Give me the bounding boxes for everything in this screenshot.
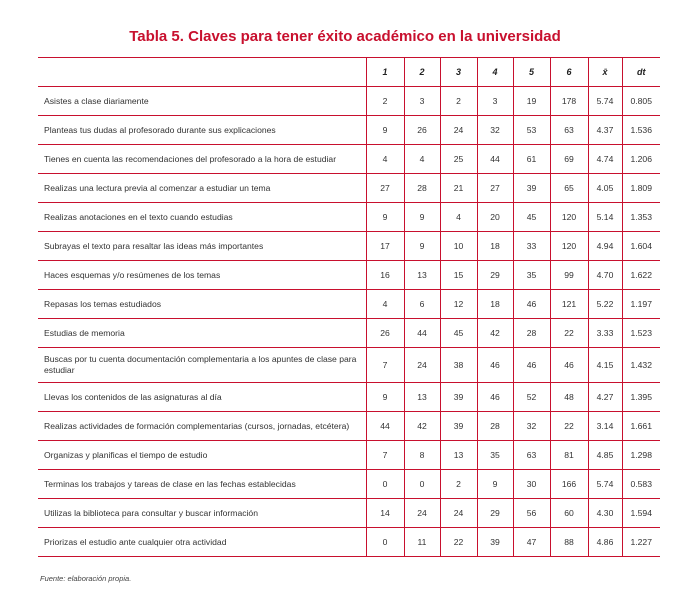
header-empty [38,58,366,87]
footnote: Fuente: elaboración propia. [40,574,132,583]
table-cell: 13 [440,441,477,470]
table-cell: 4.05 [588,174,622,203]
table-cell: 24 [404,348,440,383]
table-cell: 11 [404,528,440,557]
table-cell: 17 [366,232,404,261]
table-cell: 120 [550,203,588,232]
table-row [38,383,660,412]
table-row [38,499,660,528]
row-label: Tienes en cuenta las recomendaciones del profesorado a la hora de estudiar [38,145,366,174]
table-cell: 33 [513,232,550,261]
table-cell: 63 [513,441,550,470]
table-row [38,116,660,145]
table-cell: 20 [477,203,513,232]
header-dt: dt [622,58,660,87]
table-cell: 39 [513,174,550,203]
table-cell: 0.805 [622,87,660,116]
table-cell: 4 [366,145,404,174]
table-row [38,203,660,232]
table-cell: 24 [404,499,440,528]
table-cell: 1.622 [622,261,660,290]
table-cell: 45 [440,319,477,348]
table-cell: 4.86 [588,528,622,557]
table-cell: 1.809 [622,174,660,203]
table-cell: 35 [513,261,550,290]
table-cell: 39 [440,383,477,412]
row-label: Realizas una lectura previa al comenzar a estudiar un tema [38,174,366,203]
row-label: Planteas tus dudas al profesorado durante sus explicaciones [38,116,366,145]
table-cell: 4.15 [588,348,622,383]
table-cell: 27 [477,174,513,203]
table-row [38,87,660,116]
table-cell: 44 [366,412,404,441]
table-cell: 45 [513,203,550,232]
table-cell: 4 [440,203,477,232]
table-cell: 9 [366,116,404,145]
table-cell: 46 [477,383,513,412]
table-cell: 2 [440,470,477,499]
table-cell: 5.74 [588,87,622,116]
table-cell: 1.395 [622,383,660,412]
table-cell: 25 [440,145,477,174]
table-cell: 63 [550,116,588,145]
table-cell: 2 [440,87,477,116]
table-row [38,261,660,290]
table-cell: 4.30 [588,499,622,528]
table-cell: 24 [440,499,477,528]
table-cell: 7 [366,348,404,383]
table-row [38,290,660,319]
table-row [38,412,660,441]
header-1: 1 [366,58,404,87]
row-label: Llevas los contenidos de las asignaturas al día [38,383,366,412]
table-cell: 4.70 [588,261,622,290]
table-cell: 0 [404,470,440,499]
table-cell: 8 [404,441,440,470]
table-cell: 3 [404,87,440,116]
table-cell: 4.27 [588,383,622,412]
table-cell: 6 [404,290,440,319]
table-cell: 1.298 [622,441,660,470]
table-cell: 0.583 [622,470,660,499]
table-row [38,441,660,470]
table-cell: 48 [550,383,588,412]
table-cell: 32 [513,412,550,441]
table-cell: 13 [404,383,440,412]
table-cell: 3.33 [588,319,622,348]
header-row [38,58,660,87]
header-3: 3 [440,58,477,87]
table-cell: 2 [366,87,404,116]
table-cell: 69 [550,145,588,174]
table-cell: 9 [404,232,440,261]
table-cell: 46 [550,348,588,383]
table-cell: 1.353 [622,203,660,232]
table-cell: 46 [477,348,513,383]
table-cell: 39 [440,412,477,441]
row-label: Haces esquemas y/o resúmenes de los temas [38,261,366,290]
table-cell: 5.22 [588,290,622,319]
row-label: Estudias de memoria [38,319,366,348]
table-cell: 3 [477,87,513,116]
table-cell: 18 [477,232,513,261]
table-cell: 29 [477,261,513,290]
table-cell: 18 [477,290,513,319]
table-cell: 4.94 [588,232,622,261]
table-cell: 22 [550,319,588,348]
table-cell: 44 [404,319,440,348]
table-cell: 32 [477,116,513,145]
table-cell: 15 [440,261,477,290]
table-cell: 9 [366,383,404,412]
row-label: Utilizas la biblioteca para consultar y buscar información [38,499,366,528]
table-cell: 65 [550,174,588,203]
header-mean: x̄ [588,58,622,87]
table-cell: 22 [440,528,477,557]
row-label: Asistes a clase diariamente [38,87,366,116]
table-cell: 9 [477,470,513,499]
table-cell: 42 [477,319,513,348]
table-cell: 1.536 [622,116,660,145]
header-6: 6 [550,58,588,87]
row-label: Buscas por tu cuenta documentación complementaria a los apuntes de clase para estudiar [38,348,366,383]
table-cell: 1.227 [622,528,660,557]
row-label: Organizas y planificas el tiempo de estudio [38,441,366,470]
table-cell: 60 [550,499,588,528]
table-cell: 5.14 [588,203,622,232]
table-cell: 46 [513,290,550,319]
table-cell: 9 [404,203,440,232]
table-cell: 1.206 [622,145,660,174]
header-4: 4 [477,58,513,87]
header-2: 2 [404,58,440,87]
table-cell: 19 [513,87,550,116]
table-cell: 178 [550,87,588,116]
table-row [38,348,660,383]
row-label: Repasas los temas estudiados [38,290,366,319]
table-cell: 5.74 [588,470,622,499]
row-label: Terminas los trabajos y tareas de clase en las fechas establecidas [38,470,366,499]
table-cell: 26 [404,116,440,145]
table-cell: 0 [366,528,404,557]
table-cell: 28 [513,319,550,348]
table-cell: 1.661 [622,412,660,441]
table-row [38,528,660,557]
table-row [38,232,660,261]
table-cell: 21 [440,174,477,203]
table-cell: 38 [440,348,477,383]
table-cell: 1.432 [622,348,660,383]
table-cell: 88 [550,528,588,557]
table-cell: 14 [366,499,404,528]
table-cell: 4.37 [588,116,622,145]
table-cell: 3.14 [588,412,622,441]
table-cell: 166 [550,470,588,499]
header-5: 5 [513,58,550,87]
table-cell: 12 [440,290,477,319]
table-cell: 120 [550,232,588,261]
table-cell: 22 [550,412,588,441]
table-cell: 26 [366,319,404,348]
table-cell: 46 [513,348,550,383]
table-cell: 13 [404,261,440,290]
table-cell: 4 [404,145,440,174]
table-cell: 81 [550,441,588,470]
table-cell: 61 [513,145,550,174]
table-cell: 44 [477,145,513,174]
table-cell: 28 [404,174,440,203]
table-cell: 24 [440,116,477,145]
table-cell: 1.594 [622,499,660,528]
row-label: Subrayas el texto para resaltar las ideas más importantes [38,232,366,261]
data-table [38,57,660,557]
table-cell: 56 [513,499,550,528]
table-cell: 121 [550,290,588,319]
table-cell: 47 [513,528,550,557]
table-cell: 0 [366,470,404,499]
row-label: Realizas anotaciones en el texto cuando estudias [38,203,366,232]
table-cell: 7 [366,441,404,470]
table-cell: 16 [366,261,404,290]
table-cell: 35 [477,441,513,470]
table-cell: 1.523 [622,319,660,348]
table-title: Tabla 5. Claves para tener éxito académico en la universidad [129,28,561,45]
table-cell: 29 [477,499,513,528]
table-row [38,145,660,174]
table-cell: 42 [404,412,440,441]
table-cell: 53 [513,116,550,145]
table-cell: 52 [513,383,550,412]
table-cell: 1.197 [622,290,660,319]
table-row [38,174,660,203]
table-row [38,319,660,348]
table-cell: 9 [366,203,404,232]
table-cell: 10 [440,232,477,261]
table-cell: 28 [477,412,513,441]
table-cell: 99 [550,261,588,290]
row-label: Realizas actividades de formación complementarias (cursos, jornadas, etcétera) [38,412,366,441]
table-cell: 4.74 [588,145,622,174]
table-cell: 39 [477,528,513,557]
table-cell: 4.85 [588,441,622,470]
table-row [38,470,660,499]
table-cell: 1.604 [622,232,660,261]
table-cell: 27 [366,174,404,203]
row-label: Priorizas el estudio ante cualquier otra actividad [38,528,366,557]
table-cell: 30 [513,470,550,499]
table-cell: 4 [366,290,404,319]
